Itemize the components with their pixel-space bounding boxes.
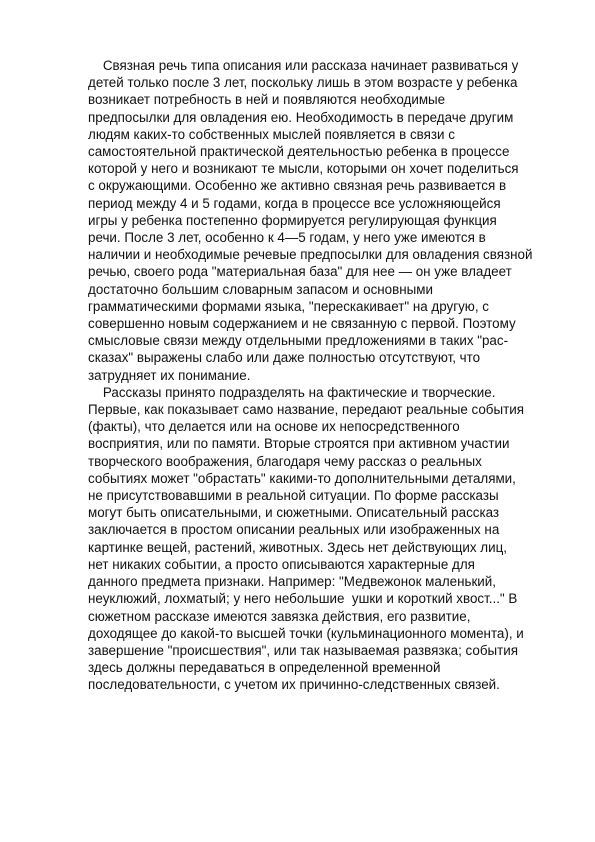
text-line: совершенно новым содержанием и не связанную с первой. Поэтому	[88, 316, 516, 332]
text-line: сказах" выражены слабо или даже полностью отсутствуют, что	[88, 350, 481, 366]
text-line: заключается в простом описании реальных или изображенных на	[88, 522, 500, 538]
text-line: самостоятельной практической деятельностью ребенка в процессе	[88, 144, 510, 160]
paragraph	[88, 384, 528, 694]
text-line: достаточно большим словарным запасом и основными	[88, 281, 433, 297]
text-line: речи. После 3 лет, особенно к 4—5 годам, у него уже имеются в	[88, 230, 486, 246]
text-line: восприятия, или по памяти. Вторые строятся при активном участии	[88, 436, 510, 452]
text-line: речью, своего рода "материальная база" для нее — он уже владеет	[88, 264, 512, 280]
text-line: предпосылки для овладения ею. Необходимость в передаче другим	[88, 109, 514, 125]
text-line: неуклюжий, лохматый; у него небольшие ушки и короткий хвост..." В	[88, 591, 518, 607]
text-line: Первые, как показывает само название, передают реальные события	[88, 402, 524, 418]
text-line: Связная речь типа описания или рассказа начинает развиваться у	[88, 58, 519, 73]
text-line: последовательности, с учетом их причинно-следственных связей.	[88, 677, 500, 693]
text-line: с окружающими. Особенно же активно связная речь развивается в	[88, 178, 507, 194]
text-line: наличии и необходимые речевые предпосылки для овладения связной	[88, 247, 533, 263]
text-line: Рассказы принято подразделять на фактические и творческие.	[88, 384, 496, 400]
paragraph	[88, 57, 533, 384]
body-text	[88, 57, 533, 694]
text-line: творческого воображения, благодаря чему рассказ о реальных	[88, 453, 482, 469]
text-line: игры у ребенка постепенно формируется регулирующая функция	[88, 212, 497, 228]
text-line: могут быть описательными, и сюжетными. Описательный рассказ	[88, 505, 500, 521]
text-line: людям каких-то собственных мыслей появляется в связи с	[88, 126, 455, 142]
text-line: событиях может "обрастать" какими-то дополнительными деталями,	[88, 470, 516, 486]
text-line: детей только после 3 лет, поскольку лишь в этом возрасте у ребенка	[88, 75, 518, 91]
text-line: смысловые связи между отдельными предложениями в таких "рас-	[88, 333, 509, 349]
text-line: доходящее до какой-то высшей точки (кульминационного момента), и	[88, 625, 524, 641]
text-line: затрудняет их понимание.	[88, 367, 251, 383]
text-line: возникает потребность в ней и появляются необходимые	[88, 92, 446, 108]
text-line: не присутствовавшими в реальной ситуации. По форме рассказы	[88, 488, 499, 504]
text-line: период между 4 и 5 годами, когда в процессе все усложняющейся	[88, 195, 501, 211]
text-line: данного предмета признаки. Например: "Медвежонок маленький,	[88, 574, 496, 590]
text-line: картинке вещей, растений, животных. Здесь нет действующих лиц,	[88, 539, 507, 555]
text-line: (факты), что делается или на основе их непосредственного	[88, 419, 460, 435]
text-line: которой у него и возникают те мысли, которыми он хочет поделиться	[88, 161, 519, 177]
text-line: нет никаких событии, а просто описываются характерные для	[88, 556, 475, 572]
text-line: грамматическими формами языка, "перескакивает" на другую, с	[88, 298, 489, 314]
text-line: сюжетном рассказе имеются завязка действия, его развитие,	[88, 608, 471, 624]
text-line: завершение "происшествия", или так называемая развязка; события	[88, 642, 518, 658]
text-line: здесь должны передаваться в определенной временной	[88, 660, 441, 676]
